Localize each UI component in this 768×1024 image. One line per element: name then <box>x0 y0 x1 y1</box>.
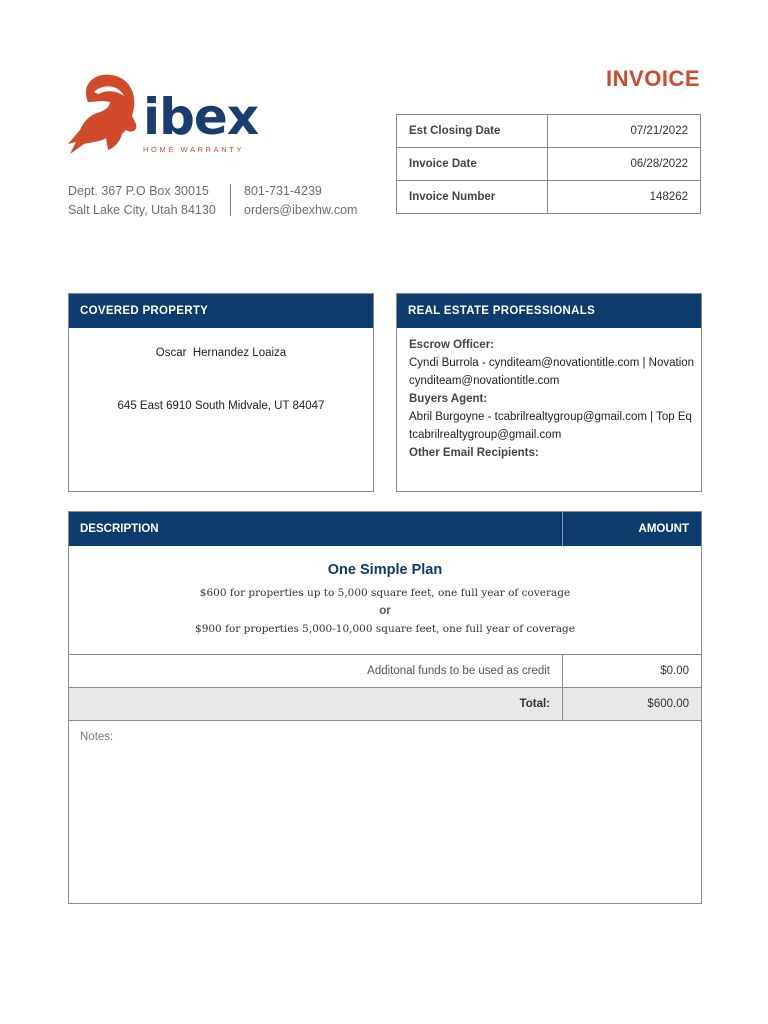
total-label: Total: <box>519 698 550 710</box>
total-value: $600.00 <box>647 698 689 710</box>
credit-label: Additonal funds to be used as credit <box>367 665 550 677</box>
meta-label: Invoice Number <box>397 181 548 214</box>
escrow-officer-email: cynditeam@novationtitle.com <box>409 375 560 387</box>
buyers-agent-label: Buyers Agent: <box>409 393 488 405</box>
line-items-header <box>69 512 701 546</box>
professionals-body <box>397 328 701 470</box>
professionals-heading: REAL ESTATE PROFESSIONALS <box>397 294 701 328</box>
company-email: orders@ibexhw.com <box>244 203 358 217</box>
header-divider <box>562 512 563 546</box>
company-phone: 801-731-4239 <box>244 184 322 198</box>
credit-value: $0.00 <box>660 665 689 677</box>
meta-value: 07/21/2022 <box>548 115 701 148</box>
meta-row-closing-date <box>397 115 701 148</box>
property-owner-name: Oscar Hernandez Loaiza <box>155 347 287 359</box>
property-address: 645 East 6910 South Midvale, UT 84047 <box>117 400 325 412</box>
other-recipients-label: Other Email Recipients: <box>409 447 539 459</box>
logo-wordmark: ibex <box>143 88 259 146</box>
meta-row-invoice-date <box>397 148 701 181</box>
ibex-goat-logo-icon <box>66 72 142 156</box>
meta-label: Invoice Date <box>397 148 548 181</box>
description-header: DESCRIPTION <box>80 523 159 535</box>
row-divider <box>562 688 563 720</box>
plan-title: One Simple Plan <box>327 562 443 578</box>
notes-label: Notes: <box>80 731 114 743</box>
meta-value: 148262 <box>548 181 701 214</box>
invoice-meta-table <box>396 114 701 214</box>
buyers-agent-line: Abril Burgoyne - tcabrilrealtygroup@gmail.com | Top Eq <box>409 411 692 423</box>
credit-row <box>69 655 701 688</box>
address-line1: Dept. 367 P.O Box 30015 <box>68 184 209 198</box>
plan-or: or <box>379 605 391 617</box>
professionals-panel <box>396 293 702 492</box>
covered-property-panel <box>68 293 374 492</box>
covered-property-heading: COVERED PROPERTY <box>69 294 373 328</box>
address-line2: Salt Lake City, Utah 84130 <box>68 203 216 217</box>
address-divider <box>230 184 231 216</box>
escrow-officer-line: Cyndi Burrola - cynditeam@novationtitle.com | Novation <box>409 357 695 369</box>
row-divider <box>562 655 563 687</box>
plan-option-1: $600 for properties up to 5,000 square feet, one full year of coverage <box>199 587 571 599</box>
logo-tagline: HOME WARRANTY <box>143 145 245 154</box>
line-items-table <box>68 511 702 904</box>
total-row <box>69 688 701 721</box>
plan-description <box>69 546 701 655</box>
buyers-agent-email: tcabrilrealtygroup@gmail.com <box>409 429 562 441</box>
company-contact <box>244 182 357 220</box>
escrow-officer-label: Escrow Officer: <box>409 339 494 351</box>
meta-label: Est Closing Date <box>397 115 548 148</box>
invoice-title: INVOICE <box>606 66 700 91</box>
meta-row-invoice-number <box>397 181 701 214</box>
amount-header: AMOUNT <box>638 523 689 535</box>
plan-option-2: $900 for properties 5,000-10,000 square feet, one full year of coverage <box>195 623 575 635</box>
company-address <box>68 182 216 220</box>
meta-value: 06/28/2022 <box>548 148 701 181</box>
